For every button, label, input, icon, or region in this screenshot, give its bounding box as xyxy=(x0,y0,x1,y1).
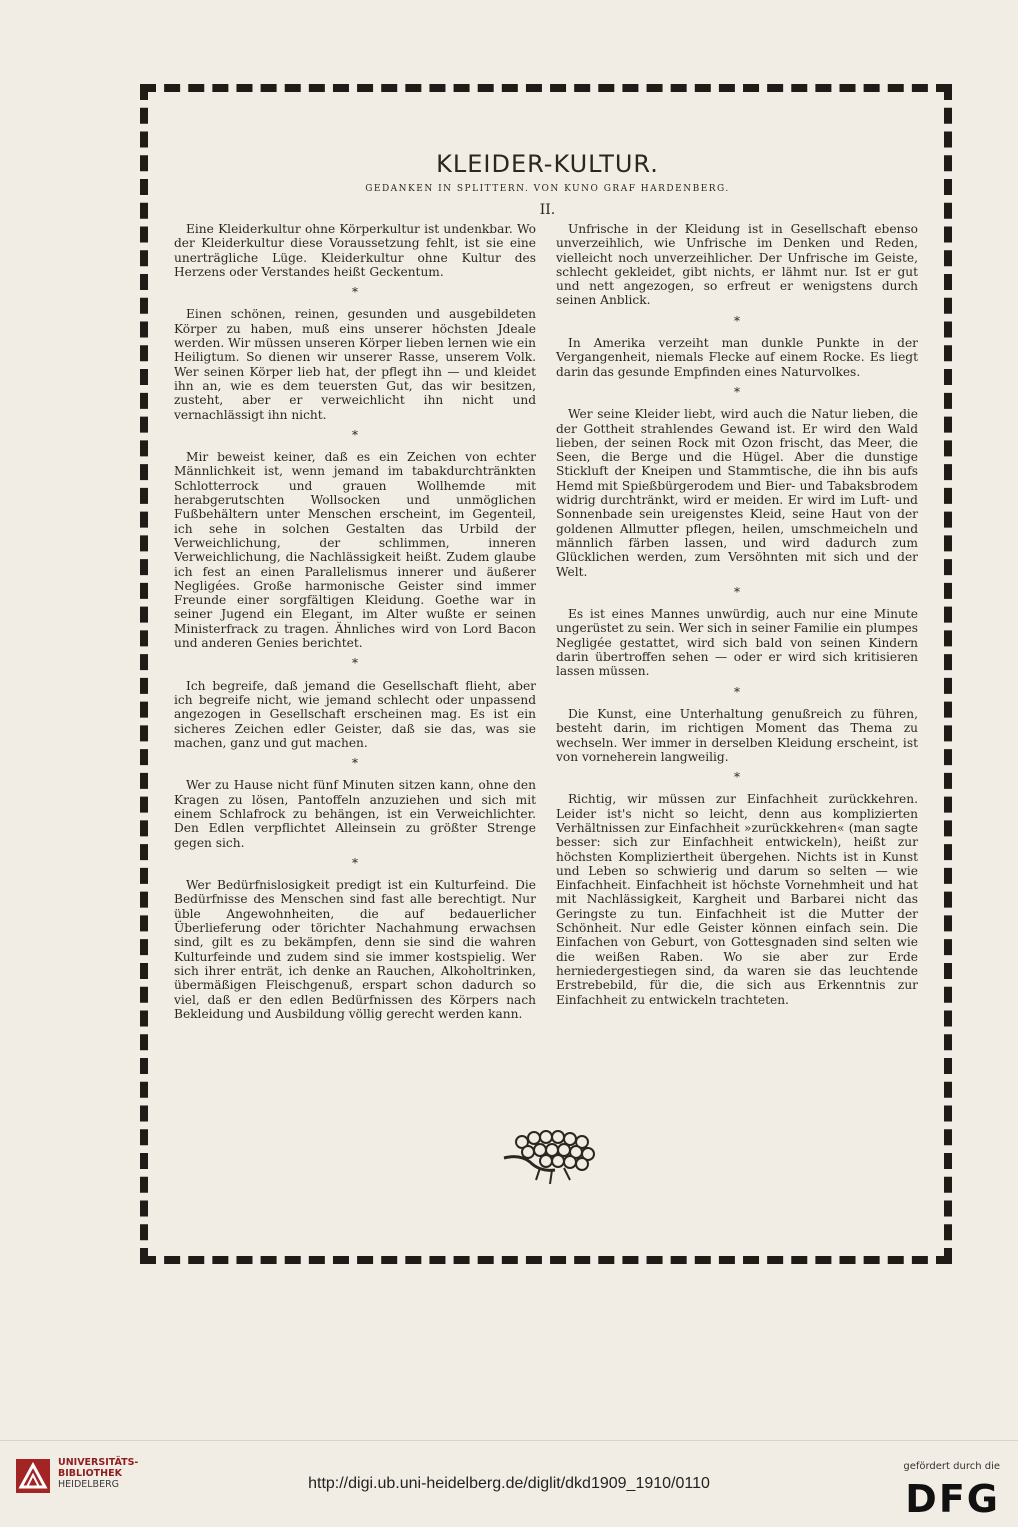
separator-star: * xyxy=(352,427,358,442)
paragraph: In Amerika verzeiht man dunkle Punkte in der Vergangenheit, niemals Flecke auf einem Rocke. Es liegt darin das gesunde Empfinden eines Naturvolkes. xyxy=(556,336,918,379)
funding-note: gefördert durch die xyxy=(903,1461,1000,1472)
left-column xyxy=(174,222,536,1021)
library-line: UNIVERSITÄTS- xyxy=(58,1457,139,1468)
separator-star: * xyxy=(352,855,358,870)
separator-star: * xyxy=(734,684,740,699)
paragraph: Die Kunst, eine Unterhaltung genußreich zu führen, besteht darin, im richtigen Moment das Thema zu wechseln. Wer immer in derselben Kleidung erscheint, ist von vorneherein langweilig. xyxy=(556,706,918,764)
article-title: KLEIDER-KULTUR. xyxy=(436,150,659,178)
document-url-link[interactable]: http://digi.ub.uni-heidelberg.de/diglit/dkd1909_1910/0110 xyxy=(308,1475,710,1492)
separator-star: * xyxy=(352,756,358,771)
paragraph: Wer zu Hause nicht fünf Minuten sitzen kann, ohne den Kragen zu lösen, Pantoffeln anzuziehen und sich mit einem Schlafrock zu behängen, ist ein Verweichlichter. Den Edlen verpflichtet Alleinsein zu größter Strenge gegen sich. xyxy=(174,778,536,850)
floral-ornament-icon xyxy=(500,1128,610,1188)
article-header xyxy=(160,150,935,218)
viewer-footer xyxy=(0,1440,1018,1527)
right-column xyxy=(556,222,918,1007)
article-subtitle: GEDANKEN IN SPLITTERN. VON KUNO GRAF HARDENBERG. xyxy=(365,184,730,194)
paragraph: Eine Kleiderkultur ohne Körperkultur ist undenkbar. Wo der Kleiderkultur diese Voraussetzung fehlt, ist sie eine unerträgliche Lüge. Kleiderkultur ohne Kultur des Herzens oder Verstandes heißt Geckentum. xyxy=(174,222,536,279)
paragraph: Wer seine Kleider liebt, wird auch die Natur lieben, die der Gottheit strahlendes Gewand ist. Er wird den Wald lieben, der seinen Rock mit Ozon frischt, das Meer, die Seen, die Berge und die Hügel. Aber die dunstige Stickluft der Kneipen und Stammtische, die ihn bis aufs Hemd mit Spießbürgerodem und Bier- und Tabaksbrodem widrig durchtränkt, wird er meiden. Er wird im Luft- und Sonnenbade sein ureigenstes Kleid, seine Haut von der goldenen Allmutter pflegen, heilen, umschmeicheln und männlich färben lassen, und wird dadurch zum Glücklichen werden, zum Versöhnten mit sich und der Welt. xyxy=(556,407,918,579)
separator-star: * xyxy=(352,285,358,300)
separator-star: * xyxy=(734,313,740,328)
library-line: BIBLIOTHEK xyxy=(58,1468,122,1479)
paragraph: Mir beweist keiner, daß es ein Zeichen von echter Männlichkeit ist, wenn jemand im tabakdurchtränkten Schlotterrock und grauen Wollhemde mit herabgerutschten Wollsocken und unmöglichen Fußbehältern unter Menschen erscheint, im Gegenteil, ich sehe in solchen Gestalten das Urbild der Verweichlichung, der schlimmen, inneren Verweichlichung, die Nachlässigkeit heißt. Zudem glaube ich fest an einen Parallelismus innerer und äußerer Negligées. Große harmonische Geister sind immer Freunde einer sorgfältigen Kleidung. Goethe war in seiner Jugend ein Elegant, im Alter wußte er seinen Ministerfrack zu tragen. Ähnliches wird von Lord Bacon und anderen Genies berichtet. xyxy=(174,450,536,651)
separator-star: * xyxy=(352,656,358,671)
paragraph: Es ist eines Mannes unwürdig, auch nur eine Minute ungerüstet zu sein. Wer sich in seiner Familie ein plumpes Negligée gestattet, wird sich bald von seinen Kindern darin übertroffen sehen — oder er wird sich kritisieren lassen müssen. xyxy=(556,607,918,679)
paragraph: Ich begreife, daß jemand die Gesellschaft flieht, aber ich begreife nicht, wie jemand schlecht oder unpassend angezogen in Gesellschaft erscheinen mag. Es ist ein sicheres Zeichen edler Geister, daß sie das, was sie machen, ganz und gut machen. xyxy=(174,678,536,750)
separator-star: * xyxy=(734,384,740,399)
separator-star: * xyxy=(734,584,740,599)
paragraph: Richtig, wir müssen zur Einfachheit zurückkehren. Leider ist's nicht so leicht, denn aus komplizierten Verhältnissen zur Einfachheit »zurückkehren« (man sagte besser: sich zur Einfachheit entwickeln), heißt zur höchsten Kompliziertheit übergehen. Nichts ist in Kunst und Leben so schwierig und darum so selten — wie Einfachheit. Einfachheit ist höchste Vornehmheit und hat mit Nachlässigkeit, Kargheit und Barbarei nicht das Geringste zu tun. Einfachheit ist die Mutter der Schönheit. Nur edle Geister können einfach sein. Die Einfachen von Geburt, von Gottesgnaden sind selten wie die weißen Raben. Wo sie aber zur Erde herniedergestiegen sind, da waren sie das leuchtende Erstrebebild, für die, die sich aus Erkenntnis zur Einfachheit zu entwickeln trachteten. xyxy=(556,792,918,1007)
paragraph: Wer Bedürfnislosigkeit predigt ist ein Kulturfeind. Die Bedürfnisse des Menschen sind fast alle berechtigt. Nur üble Angewohnheiten, die auf bedauerlicher Überlieferung oder törichter Nachahmung erwachsen sind, gilt es zu bekämpfen, denn sie sind die wahren Kulturfeinde und zudem sind sie immer kostspielig. Wer sich ihrer enträt, ich denke an Rauchen, Alkoholtrinken, übermäßigen Fleischgenuß, erspart schon dadurch so viel, daß er den edlen Bedürfnissen des Körpers nach Bekleidung und Ausbildung völlig gerecht werden kann. xyxy=(174,878,536,1021)
separator-star: * xyxy=(734,770,740,785)
dfg-logo: DFG xyxy=(905,1477,1000,1521)
section-number: II. xyxy=(539,202,556,218)
paragraph: Einen schönen, reinen, gesunden und ausgebildeten Körper zu haben, muß eins unserer höchsten Jdeale werden. Wir müssen unseren Körper lieben lernen wie ein Heiligtum. So dienen wir unserer Rasse, unserem Volk. Wer seinen Körper lieb hat, der pflegt ihn — und kleidet ihn an, wie es dem teuersten Gut, das wir besitzen, zusteht, aber er verweichlicht ihn nicht und vernachlässigt ihn nicht. xyxy=(174,307,536,422)
paragraph: Unfrische in der Kleidung ist in Gesellschaft ebenso unverzeihlich, wie Unfrische im Denken und Reden, vielleicht noch unverzeihlicher. Der Unfrische im Geiste, schlecht gekleidet, gibt nichts, er lähmt nur. Ist er gut und nett angezogen, so erfreut er wenigstens durch seinen Anblick. xyxy=(556,222,918,308)
library-line: HEIDELBERG xyxy=(58,1479,120,1490)
